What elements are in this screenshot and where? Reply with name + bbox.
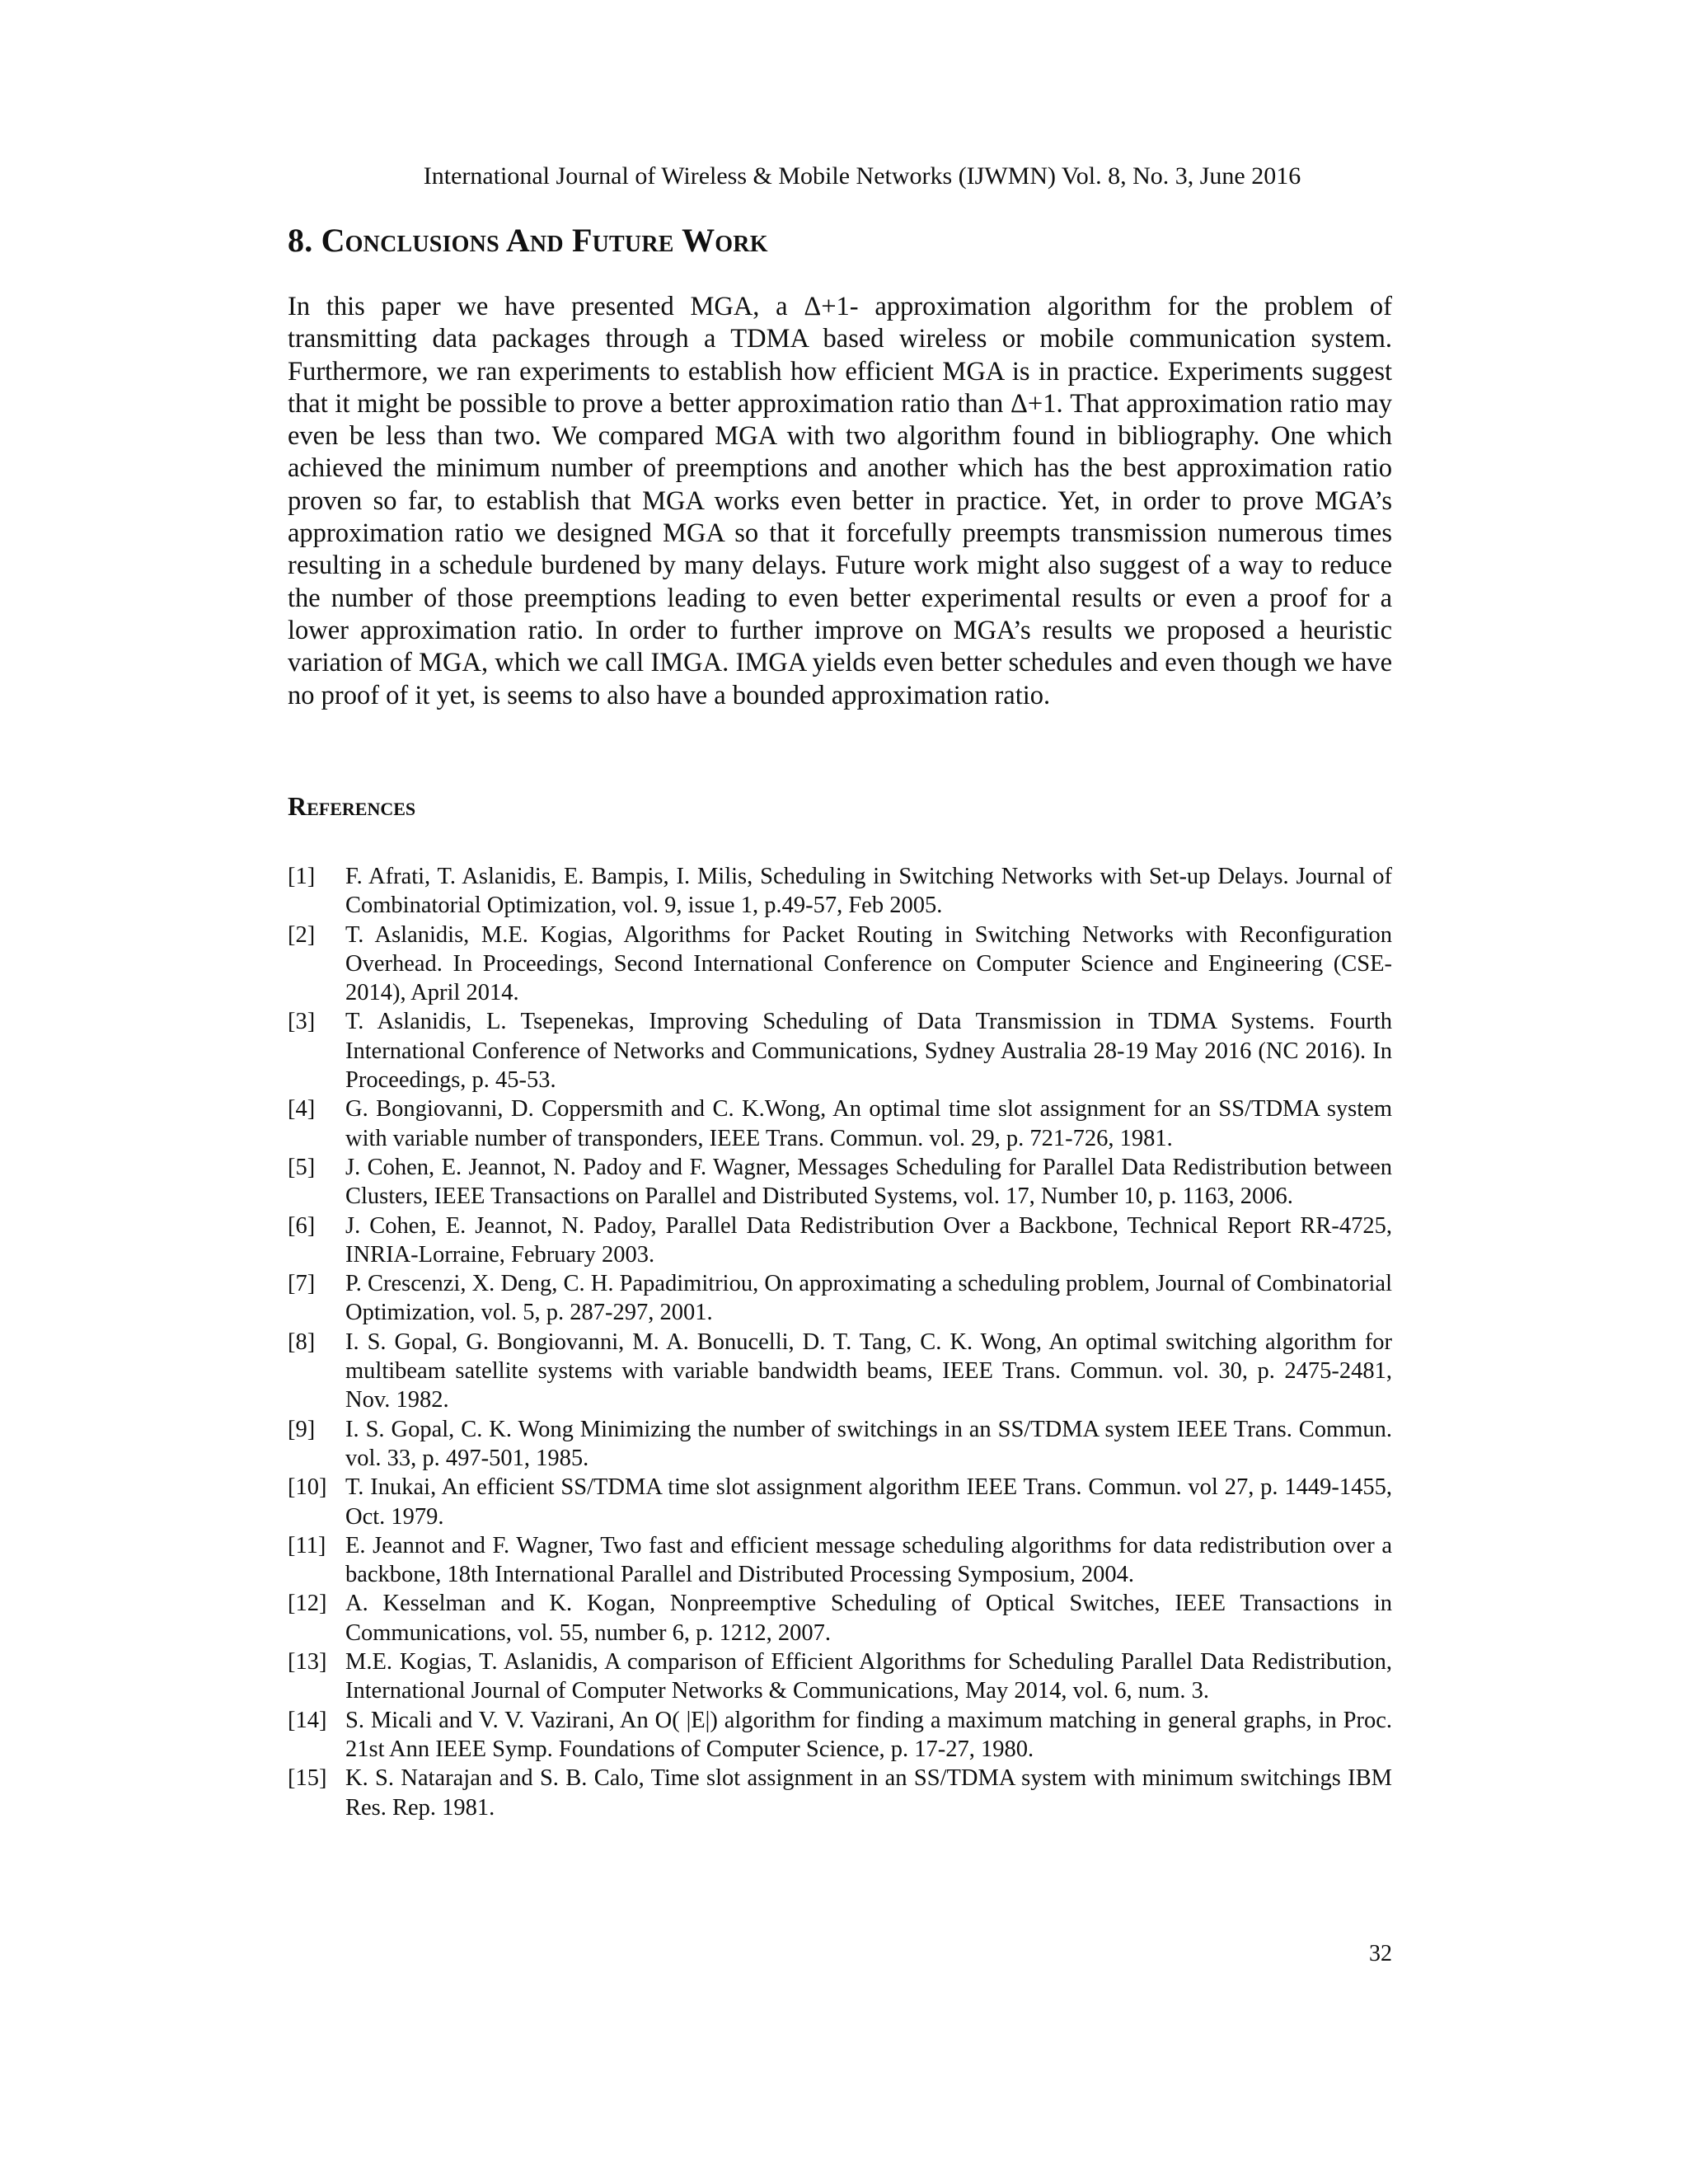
reference-number: [13]	[288, 1649, 327, 1675]
reference-item	[288, 1094, 1392, 1153]
running-header: International Journal of Wireless & Mobile Networks (IJWMN) Vol. 8, No. 3, June 2016	[423, 162, 1301, 190]
reference-text: S. Micali and V. V. Vazirani, An O( |E|) algorithm for finding a maximum matching in general graphs, in Proc. 21st Ann IEEE Symp. Foundations of Computer Science, p. 17-27, 1980.	[345, 1707, 1392, 1762]
reference-item	[288, 921, 1392, 1008]
page-number: 32	[1369, 1941, 1392, 1966]
reference-text: I. S. Gopal, G. Bongiovanni, M. A. Bonucelli, D. T. Tang, C. K. Wong, An optimal switching algorithm for multibeam satellite systems with variable bandwidth beams, IEEE Trans. Commun. vol. 30, p. 2475-2481, Nov. 1982.	[345, 1329, 1392, 1413]
reference-text: G. Bongiovanni, D. Coppersmith and C. K.Wong, An optimal time slot assignment for an SS/TDMA system with variable number of transponders, IEEE Trans. Commun. vol. 29, p. 721-726, 1981.	[345, 1096, 1392, 1151]
reference-text: J. Cohen, E. Jeannot, N. Padoy and F. Wagner, Messages Scheduling for Parallel Data Redistribution between Clusters, IEEE Transactions on Parallel and Distributed Systems, vol. 17, Number 10, p. 1163, 2006.	[345, 1154, 1392, 1210]
reference-text: J. Cohen, E. Jeannot, N. Padoy, Parallel Data Redistribution Over a Backbone, Technical Report RR-4725, INRIA-Lorraine, February 2003.	[345, 1212, 1392, 1268]
reference-item	[288, 1531, 1392, 1590]
reference-text: F. Afrati, T. Aslanidis, E. Bampis, I. Milis, Scheduling in Switching Networks with Set-up Delays. Journal of Combinatorial Optimization, vol. 9, issue 1, p.49-57, Feb 2005.	[345, 864, 1392, 919]
reference-text: I. S. Gopal, C. K. Wong Minimizing the number of switchings in an SS/TDMA system IEEE Trans. Commun. vol. 33, p. 497-501, 1985.	[345, 1416, 1392, 1471]
reference-text: E. Jeannot and F. Wagner, Two fast and efficient message scheduling algorithms for data redistribution over a backbone, 18th International Parallel and Distributed Processing Symposium, 2004.	[345, 1532, 1392, 1588]
reference-item	[288, 1415, 1392, 1474]
reference-number: [5]	[288, 1154, 316, 1180]
reference-item	[288, 1153, 1392, 1212]
reference-text: K. S. Natarajan and S. B. Calo, Time slot assignment in an SS/TDMA system with minimum switchings IBM Res. Rep. 1981.	[345, 1765, 1392, 1821]
reference-number: [8]	[288, 1329, 316, 1355]
reference-number: [14]	[288, 1707, 327, 1733]
reference-list	[288, 862, 1392, 1822]
reference-number: [4]	[288, 1096, 316, 1122]
reference-item	[288, 862, 1392, 921]
reference-item	[288, 1473, 1392, 1531]
reference-number: [1]	[288, 864, 316, 889]
reference-item	[288, 1589, 1392, 1647]
reference-item	[288, 1706, 1392, 1765]
reference-number: [2]	[288, 921, 316, 948]
reference-number: [10]	[288, 1474, 327, 1501]
reference-number: [6]	[288, 1212, 316, 1239]
reference-item	[288, 1764, 1392, 1822]
conclusions-paragraph: In this paper we have presented MGA, a Δ+1- approximation algorithm for the problem of transmitting data packages through a TDMA based wireless or mobile communication system. Furthermore, we ran experiments to establish how efficient MGA is in practice. Experiments suggest that it might be possible to prove a better approximation ratio than Δ+1. That approximation ratio may even be less than two. We compared MGA with two algorithm found in bibliography. One which achieved the minimum number of preemptions and another which has the best approximation ratio proven so far, to establish that MGA works even better in practice. Yet, in order to prove MGA’s approximation ratio we designed MGA so that it forcefully preempts transmission numerous times resulting in a schedule burdened by many delays. Future work might also suggest of a way to reduce the number of those preemptions leading to even better experimental results or even a proof for a lower approximation ratio. In order to further improve on MGA’s results we proposed a heuristic variation of MGA, which we call IMGA. IMGA yields even better schedules and even though we have no proof of it yet, is seems to also have a bounded approximation ratio.	[288, 292, 1392, 710]
references-heading: References	[288, 791, 416, 821]
reference-text: P. Crescenzi, X. Deng, C. H. Papadimitriou, On approximating a scheduling problem, Journal of Combinatorial Optimization, vol. 5, p. 287-297, 2001.	[345, 1271, 1392, 1326]
reference-item	[288, 1647, 1392, 1706]
reference-number: [9]	[288, 1416, 316, 1442]
reference-item	[288, 1007, 1392, 1094]
reference-text: T. Aslanidis, M.E. Kogias, Algorithms for Packet Routing in Switching Networks with Reconfiguration Overhead. In Proceedings, Second International Conference on Computer Science and Engineering (CSE-2014), April 2014.	[345, 921, 1392, 1006]
reference-text: M.E. Kogias, T. Aslanidis, A comparison of Efficient Algorithms for Scheduling Parallel Data Redistribution, International Journal of Computer Networks & Communications, May 2014, vol. 6, num. 3.	[345, 1649, 1392, 1704]
reference-item	[288, 1328, 1392, 1415]
reference-number: [7]	[288, 1271, 316, 1297]
reference-text: T. Inukai, An efficient SS/TDMA time slot assignment algorithm IEEE Trans. Commun. vol 27, p. 1449-1455, Oct. 1979.	[345, 1474, 1392, 1530]
reference-number: [12]	[288, 1591, 327, 1617]
reference-number: [11]	[288, 1532, 326, 1558]
reference-text: A. Kesselman and K. Kogan, Nonpreemptive Scheduling of Optical Switches, IEEE Transactions in Communications, vol. 55, number 6, p. 1212, 2007.	[345, 1591, 1392, 1646]
reference-item	[288, 1212, 1392, 1270]
reference-item	[288, 1269, 1392, 1328]
reference-number: [15]	[288, 1765, 327, 1792]
reference-number: [3]	[288, 1009, 316, 1035]
section-heading: 8. Conclusions And Future Work	[288, 222, 768, 259]
reference-text: T. Aslanidis, L. Tsepenekas, Improving Scheduling of Data Transmission in TDMA Systems. Fourth International Conference of Networks and Communications, Sydney Australia 28-19 May 2016 (NC 2016). In Proceedings, p. 45-53.	[345, 1009, 1392, 1094]
